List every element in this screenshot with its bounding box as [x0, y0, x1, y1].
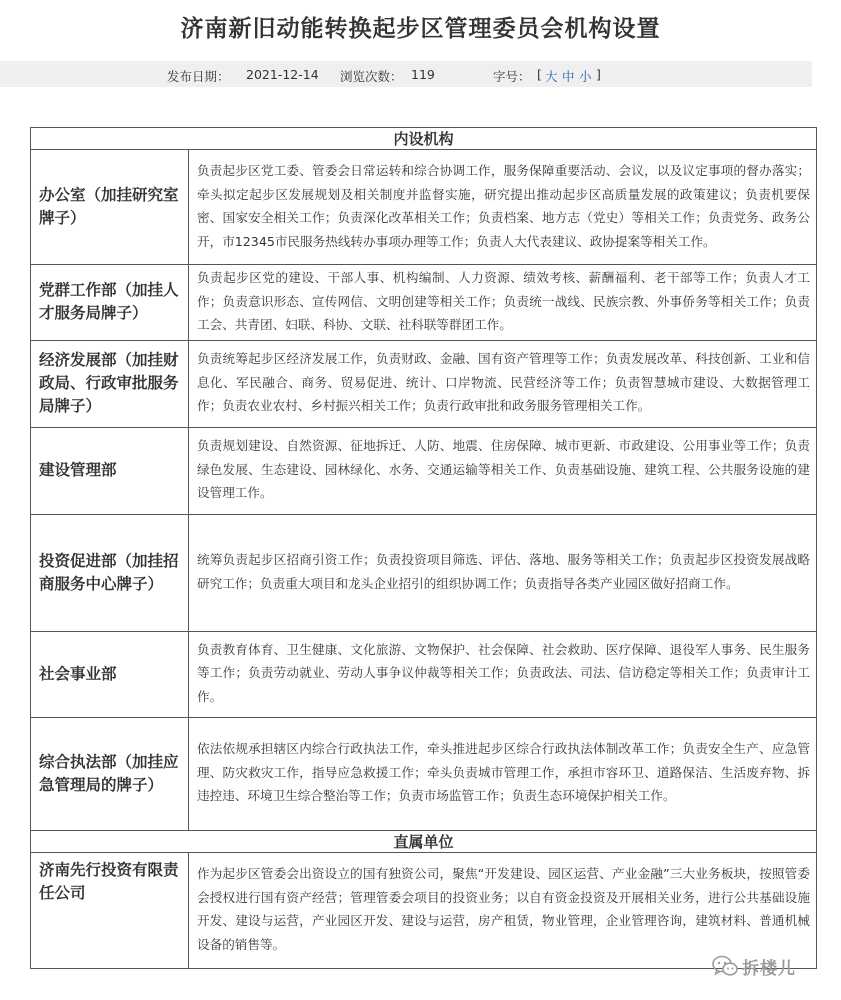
unit-duties: 作为起步区管委会出资设立的国有独资公司，聚焦“开发建设、园区运营、产业金融”三大业务板块，按照管委会授权进行国有资产经营；管理管委会项目的投资业务；以自有资金投资及开展相关业务，进行公共基础设施开发、建设与运营，产业园区开发、建设与运营，房产租赁，物业管理，企业管理咨询，建筑材料、普通机械设备的销售等。 — [189, 852, 817, 968]
font-size-label: 字号： — [493, 69, 531, 84]
meta-bar — [0, 61, 812, 87]
table-row — [31, 717, 817, 830]
department-name: 办公室（加挂研究室牌子） — [31, 150, 189, 265]
section-row — [31, 128, 817, 150]
view-count-label: 浏览次数： — [340, 69, 403, 84]
table-row — [31, 427, 817, 514]
department-duties: 负责统筹起步区经济发展工作，负责财政、金融、国有资产管理等工作；负责发展改革、科技创新、工业和信息化、军民融合、商务、贸易促进、统计、口岸物流、民营经济等工作；负责智慧城市建设、大数据管理工作；负责农业农村、乡村振兴相关工作；负责行政审批和政务服务管理相关工作。 — [189, 340, 817, 427]
font-size-small-link[interactable]: 小 — [579, 69, 592, 84]
table-row — [31, 514, 817, 631]
department-name: 综合执法部（加挂应急管理局的牌子） — [31, 717, 189, 830]
section-heading-direct: 直属单位 — [31, 830, 817, 852]
table-row — [31, 631, 817, 717]
table-row — [31, 150, 817, 265]
department-name: 党群工作部（加挂人才服务局牌子） — [31, 265, 189, 341]
table-row — [31, 852, 817, 968]
watermark — [712, 952, 822, 980]
department-name: 建设管理部 — [31, 427, 189, 514]
watermark-text: 拆楼儿 — [742, 958, 796, 979]
table-row — [31, 265, 817, 341]
department-duties: 统筹负责起步区招商引资工作；负责投资项目筛选、评估、落地、服务等相关工作；负责起步区投资发展战略研究工作；负责重大项目和龙头企业招引的组织协调工作；负责指导各类产业园区做好招商工作。 — [189, 514, 817, 631]
department-name: 投资促进部（加挂招商服务中心牌子） — [31, 514, 189, 631]
bracket-left: [ — [537, 67, 542, 82]
publish-date-label: 发布日期： — [167, 69, 230, 84]
view-count: 119 — [411, 67, 435, 82]
bracket-right: ] — [596, 67, 601, 82]
section-row — [31, 830, 817, 852]
department-duties: 负责起步区党的建设、干部人事、机构编制、人力资源、绩效考核、薪酬福利、老干部等工作；负责人才工作；负责意识形态、宣传网信、文明创建等相关工作；负责统一战线、民族宗教、外事侨务等相关工作；负责工会、共青团、妇联、科协、文联、社科联等群团工作。 — [189, 265, 817, 341]
page-title: 济南新旧动能转换起步区管理委员会机构设置 — [180, 16, 661, 42]
font-size-medium-link[interactable]: 中 — [562, 69, 575, 84]
org-structure-table — [30, 127, 817, 969]
department-duties: 负责教育体育、卫生健康、文化旅游、文物保护、社会保障、社会救助、医疗保障、退役军人事务、民生服务等工作；负责劳动就业、劳动人事争议仲裁等相关工作；负责政法、司法、信访稳定等相关工作；负责审计工作。 — [189, 631, 817, 717]
department-name: 经济发展部（加挂财政局、行政审批服务局牌子） — [31, 340, 189, 427]
department-duties: 负责规划建设、自然资源、征地拆迁、人防、地震、住房保障、城市更新、市政建设、公用事业等工作；负责绿色发展、生态建设、园林绿化、水务、交通运输等相关工作、负责基础设施、建筑工程、公共服务设施的建设管理工作。 — [189, 427, 817, 514]
publish-date: 2021-12-14 — [246, 67, 319, 82]
font-size-large-link[interactable]: 大 — [545, 69, 558, 84]
section-heading-internal: 内设机构 — [31, 128, 817, 150]
unit-name: 济南先行投资有限责任公司 — [31, 852, 189, 968]
wechat-icon — [712, 955, 738, 977]
department-duties: 依法依规承担辖区内综合行政执法工作，牵头推进起步区综合行政执法体制改革工作；负责安全生产、应急管理、防灾救灾工作，指导应急救援工作；牵头负责城市管理工作，承担市容环卫、道路保洁、生活废弃物、拆违控违、环境卫生综合整治等工作；负责市场监管工作；负责生态环境保护相关工作。 — [189, 717, 817, 830]
table-row — [31, 340, 817, 427]
department-name: 社会事业部 — [31, 631, 189, 717]
department-duties: 负责起步区党工委、管委会日常运转和综合协调工作，服务保障重要活动、会议，以及议定事项的督办落实；牵头拟定起步区发展规划及相关制度并监督实施，研究提出推动起步区高质量发展的政策建议；负责机要保密、国家安全相关工作；负责深化改革相关工作；负责档案、地方志（党史）等相关工作；负责党务、政务公开，市12345市民服务热线转办事项办理等工作；负责人大代表建议、政协提案等相关工作。 — [189, 150, 817, 265]
